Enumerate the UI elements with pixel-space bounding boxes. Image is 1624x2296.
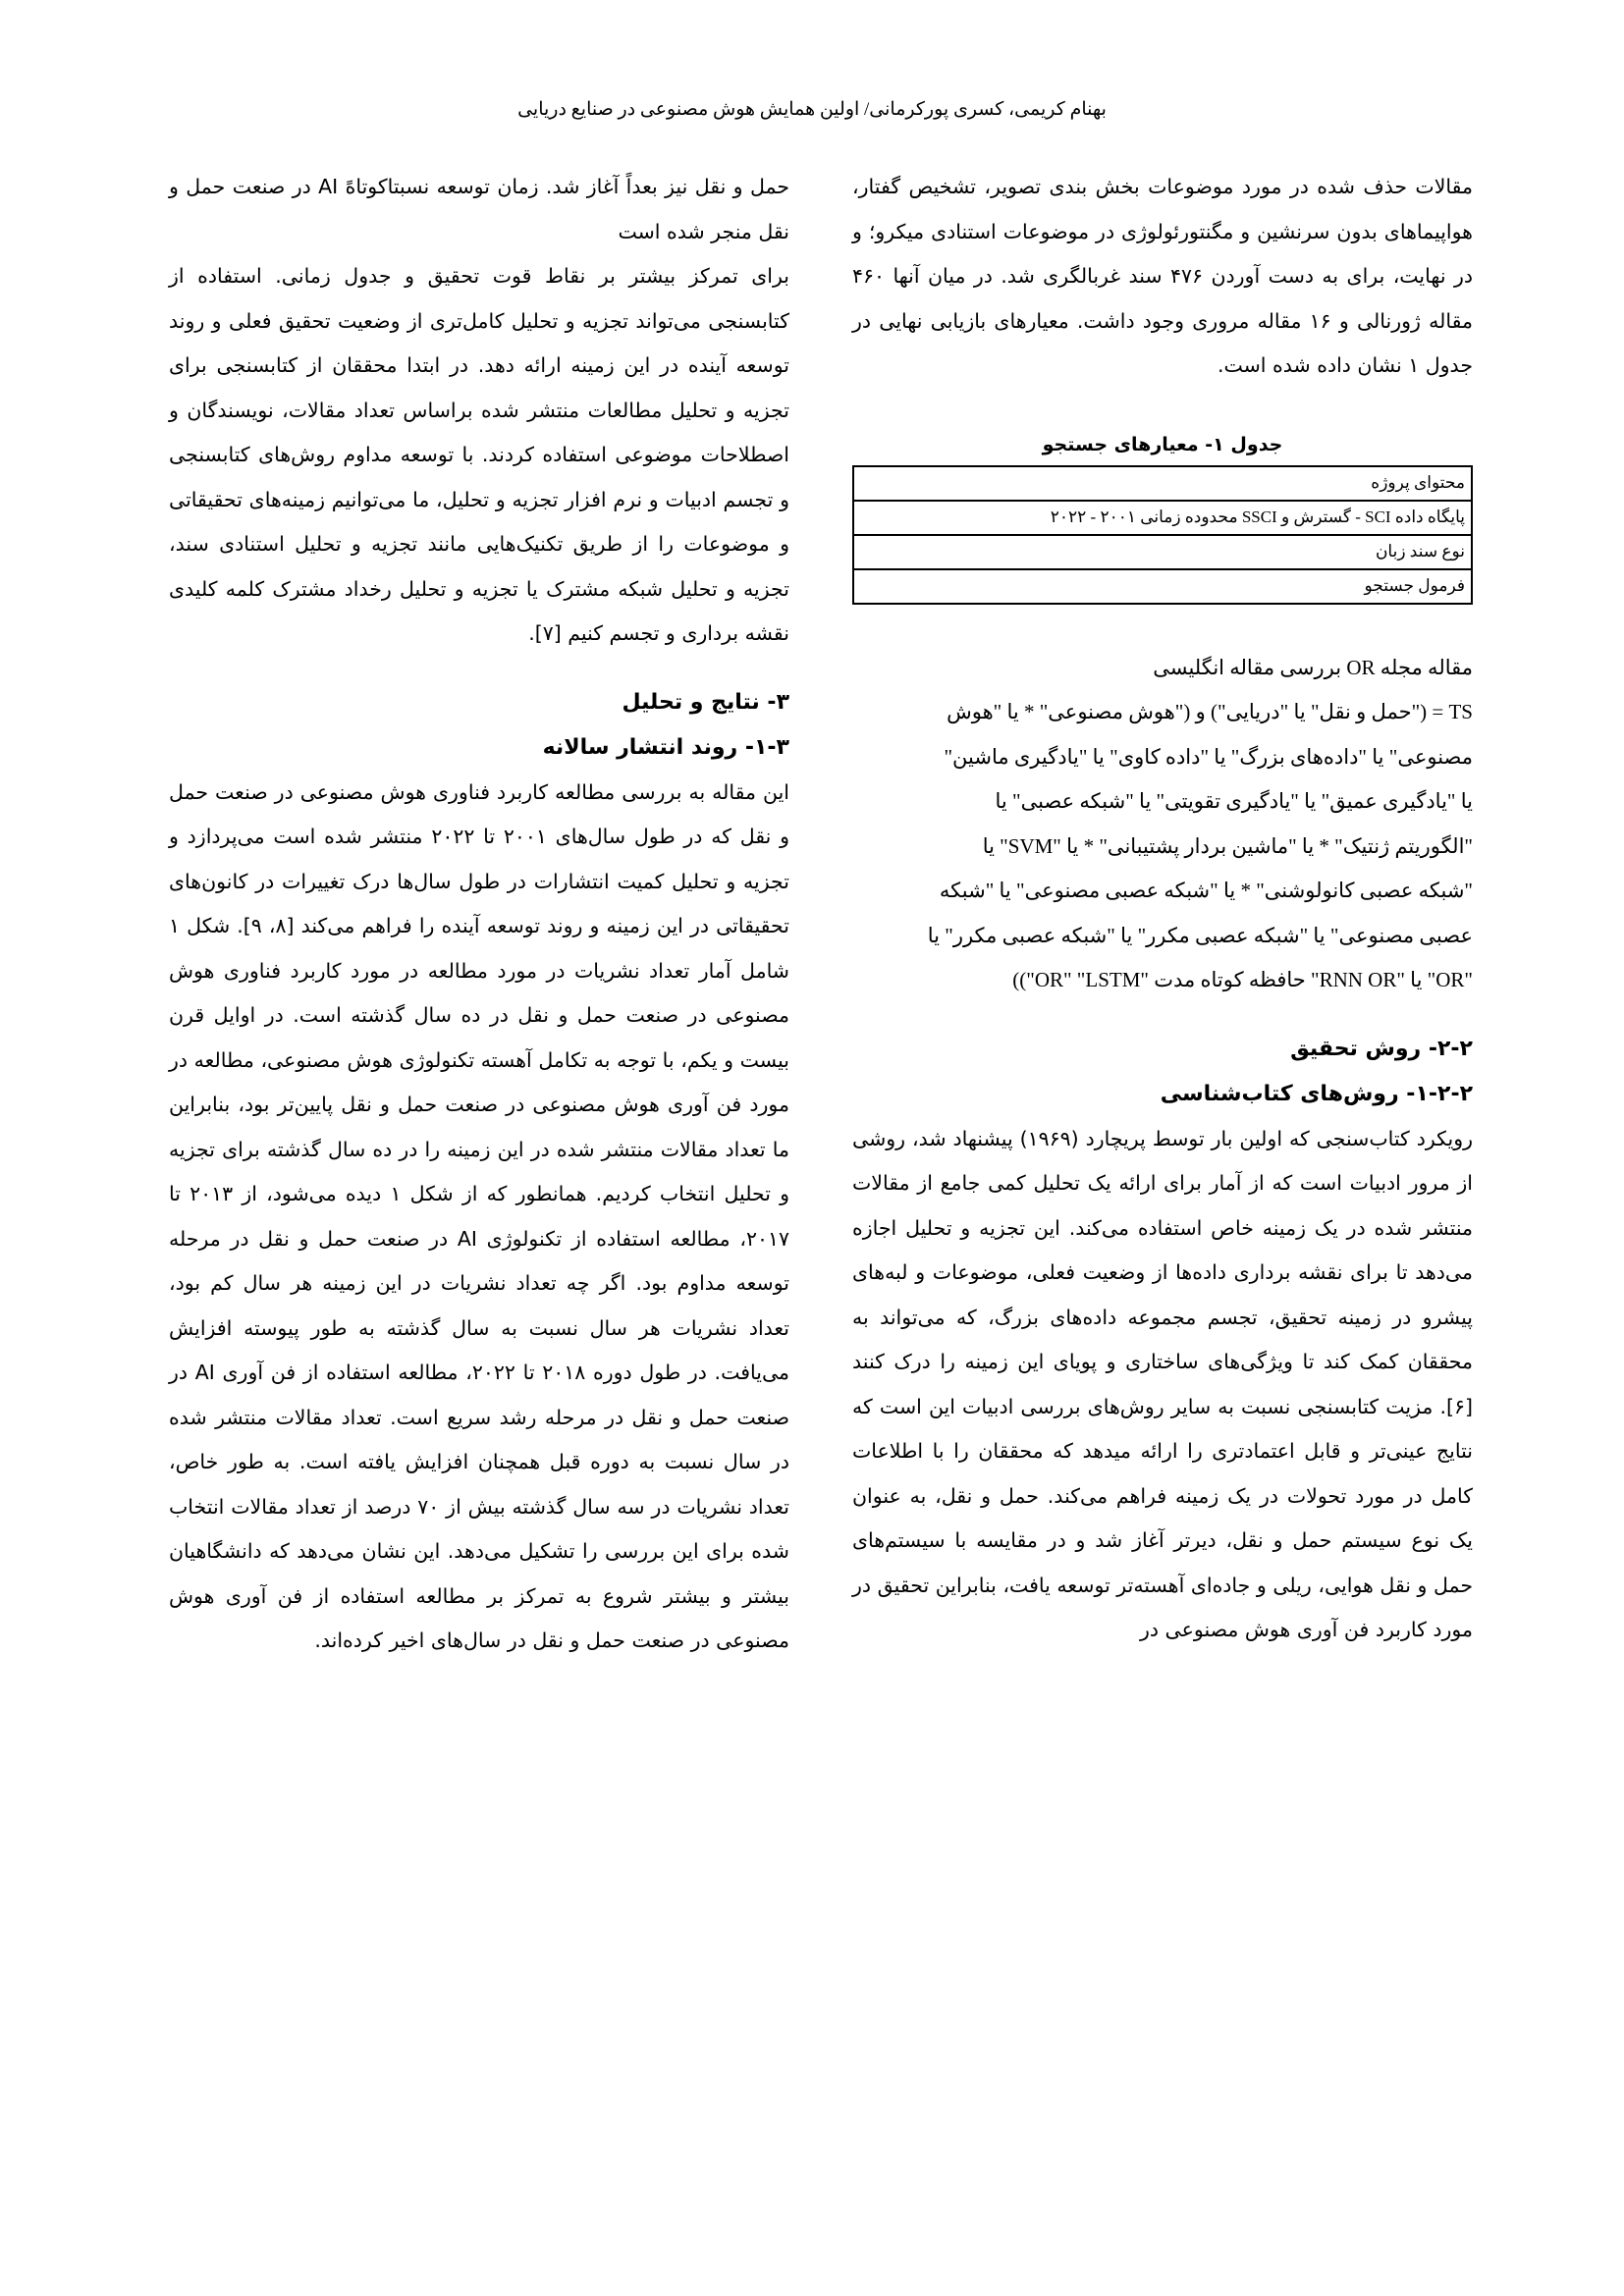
section-heading: ۳- نتایج و تحلیل <box>622 689 789 715</box>
table-caption: جدول ۱- معیارهای جستجو <box>1042 433 1283 455</box>
table-row <box>853 535 1472 569</box>
formula-line: عصبی مصنوعی" یا "شبکه عصبی مکرر" یا "شبکه عصبی مکرر" یا <box>927 923 1473 947</box>
table-row <box>853 501 1472 535</box>
table-cell: فرمول جستجو <box>853 569 1472 604</box>
search-formula <box>852 646 1473 1003</box>
table-cell: محتوای پروژه <box>853 466 1472 501</box>
formula-line: TS = ("حمل و نقل" یا "دریایی") و ("هوش مصنوعی" * یا "هوش <box>947 700 1473 723</box>
right-column <box>852 165 1473 1653</box>
subsection-heading: ۱-۲-۲- روش‌های کتاب‌شناسی <box>1160 1081 1473 1106</box>
running-header: بهنام کریمی، کسری پورکرمانی/ اولین همایش هوش مصنوعی در صنایع دریایی <box>517 99 1107 120</box>
formula-intro: مقاله مجله OR بررسی مقاله انگلیسی <box>1153 655 1473 679</box>
formula-line: "OR" یا "RNN OR" حافظه کوتاه مدت "OR" "LSTM")) <box>1012 968 1473 991</box>
body-paragraph: رویکرد کتاب‌سنجی که اولین بار توسط پریچارد (۱۹۶۹) پیشنهاد شد، روشی از مرور ادبیات است که از آمار برای ارائه یک تحلیل کمی جامع از مقالات منتشر شده در یک زمینه خاص استفاده می‌کند. این تجزیه و تحلیل اجازه می‌دهد تا برای نقشه برداری داده‌ها از وضعیت فعلی، موضوعات و لبه‌های پیشرو در زمینه تحقیق، تجسم مجموعه داده‌های بزرگ، که می‌تواند به محققان کمک کند تا ویژگی‌های ساختاری و پویای این زمینه را درک کنند [۶]. مزیت کتابسنجی نسبت به سایر روش‌های بررسی ادبیات این است که نتایج عینی‌تر و قابل اعتمادتری را ارائه میدهد که محققان را با اطلاعات کامل در مورد تحولات در یک زمینه فراهم می‌کند. حمل و نقل، به عنوان یک نوع سیستم حمل و نقل، دیرتر آغاز شد و در مقایسه با سیستم‌های حمل و نقل هوایی، ریلی و جاده‌ای آهسته‌تر توسعه یافت، بنابراین تحقیق در مورد کاربرد فن آوری هوش مصنوعی در <box>852 1126 1474 1641</box>
left-column <box>169 165 789 1664</box>
formula-line: "شبکه عصبی کانولوشنی" * یا "شبکه عصبی مصنوعی" یا "شبکه <box>939 879 1473 902</box>
table-cell: پایگاه داده SCI - گسترش و SSCI محدوده زمانی ۲۰۰۱ - ۲۰۲۲ <box>853 501 1472 535</box>
subsection-heading: ۱-۳- روند انتشار سالانه <box>542 734 789 760</box>
search-criteria-table <box>852 465 1473 605</box>
body-paragraph: این مقاله به بررسی مطالعه کاربرد فناوری هوش مصنوعی در صنعت حمل و نقل که در طول سال‌های ۲۰۰۱ تا ۲۰۲۲ منتشر شده است می‌پردازد و تجزیه و تحلیل کمیت انتشارات در طول سال‌ها درک تغییرات در کانون‌های تحقیقاتی در این زمینه و روند توسعه آینده را فراهم می‌کند [۸، ۹]. شکل ۱ شامل آمار تعداد نشریات در مورد مطالعه در مورد کاربرد فناوری هوش مصنوعی در صنعت حمل و نقل در ده سال گذشته است. در اوایل قرن بیست و یکم، با توجه به تکامل آهسته تکنولوژی هوش مصنوعی، مطالعه در مورد فن آوری هوش مصنوعی در صنعت حمل و نقل پایین‌تر بود، بنابراین ما تعداد مقالات منتشر شده در این زمینه را در ده سال گذشته برای تجزیه و تحلیل انتخاب کردیم. همانطور که از شکل ۱ دیده می‌شود، از ۲۰۱۳ تا ۲۰۱۷، مطالعه استفاده از تکنولوژی AI در صنعت حمل و نقل در مرحله توسعه مداوم بود. اگر چه تعداد نشریات در این زمینه هر سال کم بود، تعداد نشریات هر سال نسبت به سال گذشته به طور پیوسته افزایش می‌یافت. در طول دوره ۲۰۱۸ تا ۲۰۲۲، مطالعه استفاده از فن آوری AI در صنعت حمل و نقل در مرحله رشد سریع است. تعداد مقالات منتشر شده در سال نسبت به دوره قبل همچنان افزایش یافته است. به طور خاص، تعداد نشریات در سه سال گذشته بیش از ۷۰ درصد از تعداد مقالات انتخاب شده برای این بررسی را تشکیل می‌دهد. این نشان می‌دهد که دانشگاهیان بیشتر و بیشتر شروع به تمرکز بر مطالعه استفاده از فن آوری هوش مصنوعی در صنعت حمل و نقل در سال‌های اخیر کرده‌اند. <box>169 779 790 1652</box>
continuation-paragraph: حمل و نقل نیز بعداً آغاز شد. زمان توسعه نسبتاکوتاهً AI در صنعت حمل و نقل منجر شده است <box>169 175 790 243</box>
formula-line: یا "یادگیری عمیق" یا "یادگیری تقویتی" یا "شبکه عصبی" یا <box>995 789 1473 813</box>
table-row <box>853 569 1472 604</box>
table-row <box>853 466 1472 501</box>
intro-paragraph: مقالات حذف شده در مورد موضوعات بخش بندی تصویر، تشخیص گفتار، هواپیماهای بدون سرنشین و مگنتورئولوژی در موضوعات استنادی میکرو؛ و در نهایت، برای به دست آوردن ۴۷۶ سند غربالگری شد. در میان آنها ۴۶۰ مقاله ژورنالی و ۱۶ مقاله مروری وجود داشت. معیارهای بازیابی نهایی در جدول ۱ نشان داده شده است. <box>852 175 1473 377</box>
section-heading: ۲-۲- روش تحقیق <box>1290 1036 1473 1061</box>
formula-line: مصنوعی" یا "داده‌های بزرگ" یا "داده کاوی" یا "یادگیری ماشین" <box>944 744 1473 769</box>
formula-line: "الگوریتم ژنتیک" * یا "ماشین بردار پشتیبانی" * یا "SVM" یا <box>982 833 1473 858</box>
table-cell: نوع سند زبان <box>853 535 1472 569</box>
body-paragraph: برای تمرکز بیشتر بر نقاط قوت تحقیق و جدول زمانی. استفاده از کتابسنجی می‌تواند تجزیه و تحلیل کامل‌تری از وضعیت تحقیق فعلی و روند توسعه آینده در این زمینه ارائه دهد. در ابتدا محققان از کتابسنجی برای تجزیه و تحلیل مطالعات منتشر شده براساس تعداد مقالات، نویسندگان و اصطلاحات موضوعی استفاده کردند. با توسعه مداوم روش‌های کتابسنجی و تجسم ادبیات و نرم افزار تجزیه و تحلیل، ما می‌توانیم زمینه‌های تحقیقاتی و موضوعات را از طریق تکنیک‌هایی مانند تجزیه و تحلیل استنادی سند، تجزیه و تحلیل شبکه مشترک یا تجزیه و تحلیل رخداد مشترک کلمه کلیدی نقشه برداری و تجسم کنیم [۷]. <box>169 264 789 645</box>
